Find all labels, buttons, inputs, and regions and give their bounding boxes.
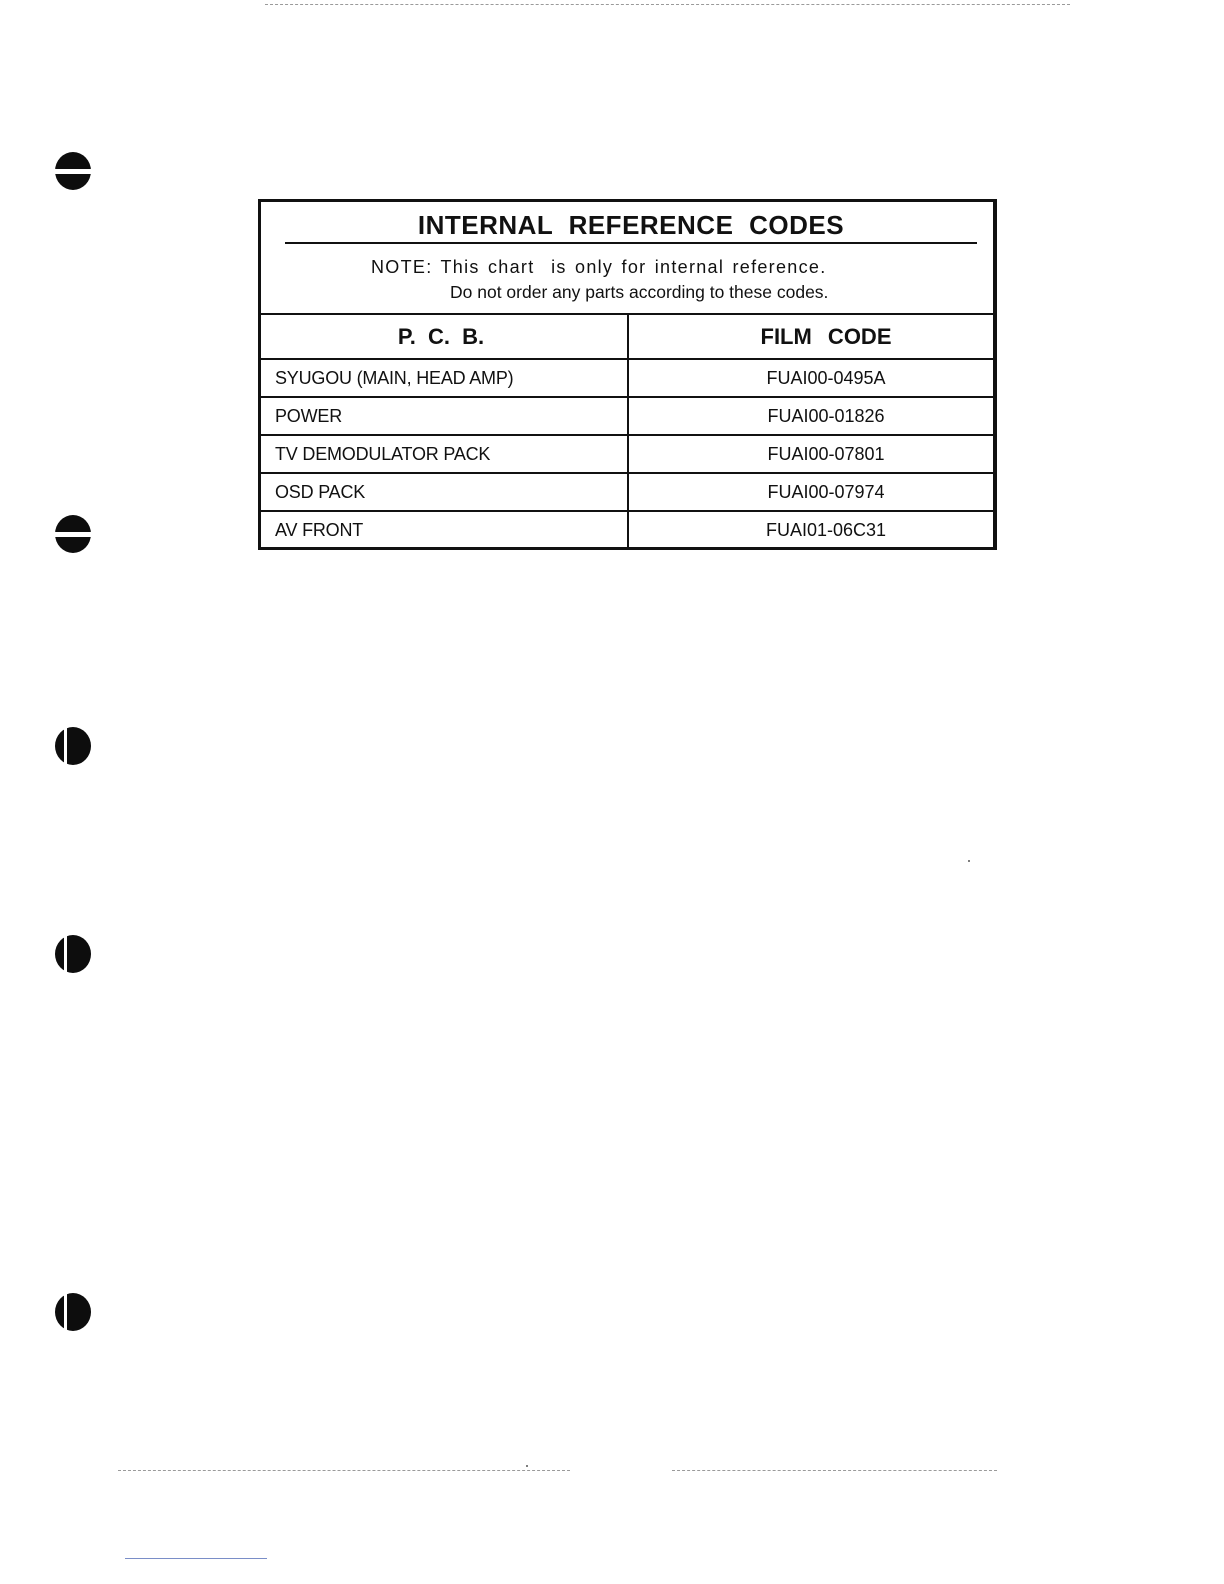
note-line-2: Do not order any parts according to these codes. (450, 282, 829, 302)
film-code-column-header: FILM CODE (628, 315, 993, 359)
punch-hole (55, 152, 91, 190)
scan-edge-line-bottom-left (118, 1470, 570, 1471)
scan-edge-line-bottom-right (672, 1470, 997, 1471)
table-row (261, 435, 993, 473)
pcb-name: AV FRONT (261, 511, 628, 548)
film-code: FUAI00-0495A (628, 359, 993, 397)
reference-code-table (261, 315, 993, 548)
punch-hole (55, 935, 91, 973)
chart-title: INTERNAL REFERENCE CODES (285, 210, 977, 244)
table-row (261, 397, 993, 435)
punch-hole (55, 727, 91, 765)
table-header-row (261, 315, 993, 359)
internal-reference-codes-chart (258, 199, 997, 550)
scan-edge-line-blue (125, 1558, 267, 1559)
film-code: FUAI00-07974 (628, 473, 993, 511)
pcb-name: TV DEMODULATOR PACK (261, 435, 628, 473)
scan-speck (968, 860, 970, 862)
scan-edge-line-top (265, 4, 1070, 5)
table-row (261, 473, 993, 511)
pcb-column-header: P. C. B. (261, 315, 628, 359)
punch-hole (55, 1293, 91, 1331)
pcb-name: OSD PACK (261, 473, 628, 511)
film-code: FUAI00-07801 (628, 435, 993, 473)
table-row (261, 511, 993, 548)
punch-hole (55, 515, 91, 553)
note-line-1: NOTE: This chart is only for internal reference. (371, 257, 827, 277)
scan-speck (526, 1465, 528, 1467)
pcb-name: POWER (261, 397, 628, 435)
film-code: FUAI00-01826 (628, 397, 993, 435)
pcb-name: SYUGOU (MAIN, HEAD AMP) (261, 359, 628, 397)
film-code: FUAI01-06C31 (765, 519, 887, 540)
chart-header (261, 202, 993, 315)
table-row (261, 359, 993, 397)
